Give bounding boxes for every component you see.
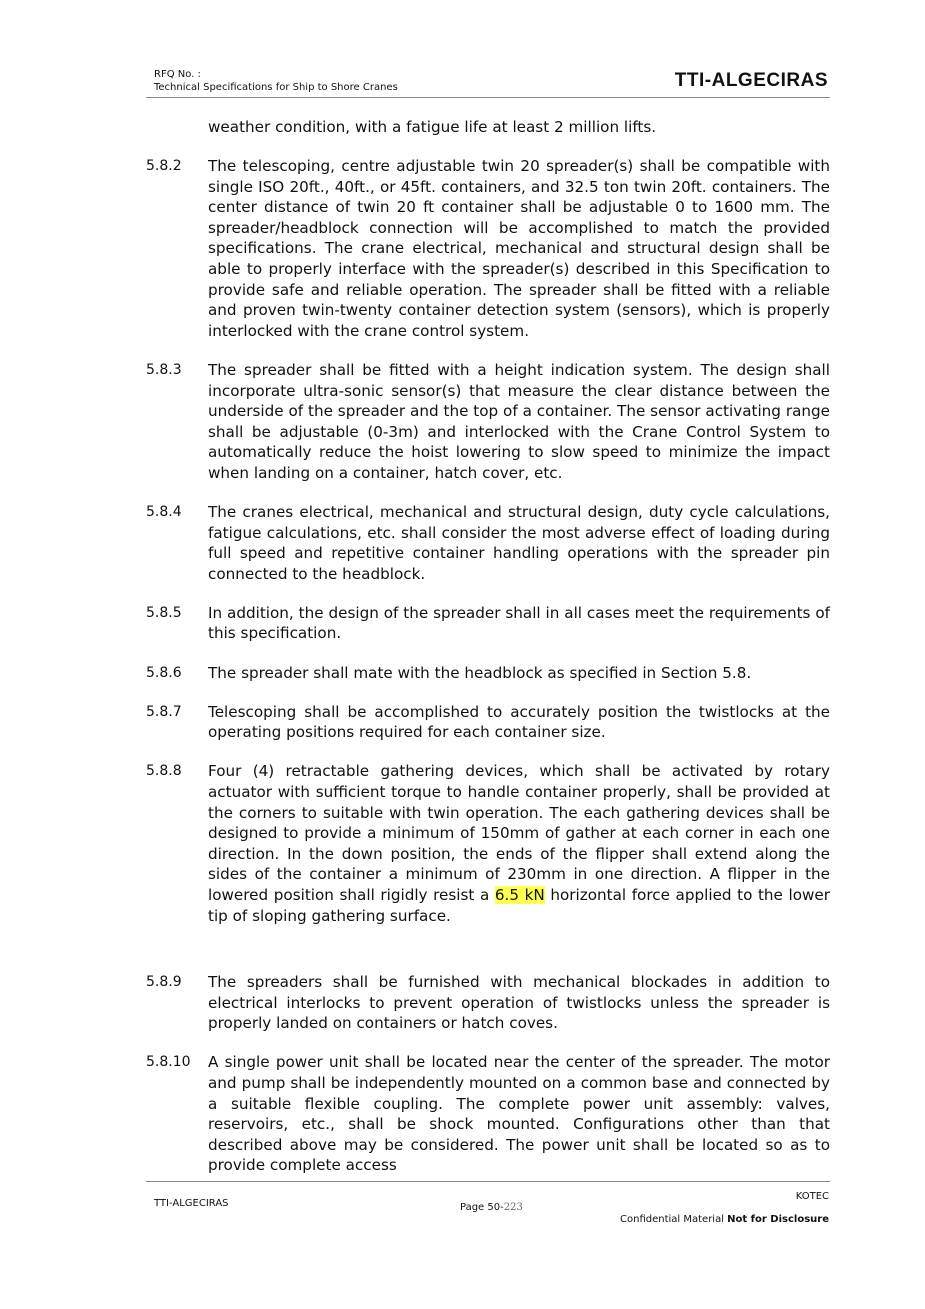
continuation-paragraph: [146, 117, 830, 138]
section-number: 5.8.10: [146, 1054, 191, 1071]
section-number: 5.8.4: [146, 504, 182, 520]
section-5-8-5: [146, 603, 830, 644]
section-text-before: Four (4) retractable gathering devices, which shall be activated by rotary actuator with sufficient torque to handle container properly, shall be provided at the corners to suitable with twin operation. The each gathering devices shall be designed to provide a minimum of 150mm of gather at each corner in each one direction. In the down position, the ends of the flipper shall extend along the sides of the container a minimum of 230mm in one direction. A flipper in the lowered position shall rigidly resist a: [208, 762, 830, 904]
section-5-8-2: [146, 156, 830, 341]
document-subtitle: Technical Specifications for Ship to Shore Cranes: [154, 82, 398, 93]
confidential-label: Confidential Material: [620, 1214, 724, 1225]
section-5-8-6: [146, 663, 830, 684]
footer-company: KOTEC: [795, 1191, 829, 1202]
continuation-text: weather condition, with a fatigue life at least 2 million lifts.: [208, 118, 657, 136]
section-5-8-9: [146, 972, 830, 1034]
section-5-8-8: [146, 761, 830, 926]
section-number: 5.8.8: [146, 763, 182, 780]
page-prefix: Page 50-: [460, 1202, 504, 1213]
section-number: 5.8.9: [146, 974, 182, 991]
section-5-8-3: [146, 360, 830, 484]
disclosure-label: Not for Disclosure: [727, 1214, 829, 1225]
section-number: 5.8.3: [146, 361, 182, 378]
page-total: 223: [503, 1202, 523, 1213]
section-text: The cranes electrical, mechanical and structural design, duty cycle calculations, fatigue calculations, etc. shall consider the most adverse effect of loading during full speed and repetitive container handling operations with the spreader pin connected to the headblock.: [208, 503, 830, 583]
section-number: 5.8.5: [146, 604, 182, 621]
section-5-8-7: [146, 702, 830, 743]
section-text: The spreaders shall be furnished with mechanical blockades in addition to electrical interlocks to prevent operation of twistlocks unless the spreader is properly landed on containers or hatch coves.: [208, 973, 830, 1033]
footer-left-label: TTI-ALGECIRAS: [154, 1198, 229, 1209]
section-number: 5.8.6: [146, 664, 182, 681]
section-5-8-10: [146, 1052, 830, 1176]
rfq-label: RFQ No. :: [154, 69, 201, 80]
section-text: A single power unit shall be located near the center of the spreader. The motor and pump shall be independently mounted on a common base and connected by a suitable flexible coupling. The complete power unit assembly: valves, reservoirs, etc., shall be shock mounted. Configurations other than that described above may be considered. The power unit shall be located so as to provide complete access: [208, 1053, 830, 1175]
section-text: The telescoping, centre adjustable twin 20 spreader(s) shall be compatible with single ISO 20ft., 40ft., or 45ft. containers, and 32.5 ton twin 20ft. containers. The center distance of twin 20 ft container shall be adjustable 0 to 1600 mm. The spreader/headblock connection will be accomplished to match the provided specifications. The crane electrical, mechanical and structural design shall be able to properly interface with the spreader(s) described in this Specification to provide safe and reliable operation. The spreader shall be fitted with a reliable and proven twin-twenty container detection system (sensors), which is properly interlocked with the crane control system.: [208, 157, 830, 340]
header-info: [154, 68, 398, 94]
highlighted-force-value: 6.5 kN: [494, 885, 545, 904]
section-text: The spreader shall mate with the headblock as specified in Section 5.8.: [208, 663, 752, 682]
section-number: 5.8.7: [146, 703, 182, 720]
footer-divider: [146, 1181, 830, 1182]
header-brand: TTI-ALGECIRAS: [674, 70, 828, 91]
section-text: In addition, the design of the spreader shall in all cases meet the requirements of this specification.: [208, 603, 830, 643]
page-number: [460, 1202, 523, 1213]
section-text-after: horizontal force applied to the lower tip of sloping gathering surface.: [208, 885, 831, 925]
section-text: The spreader shall be fitted with a height indication system. The design shall incorporate ultra-sonic sensor(s) that measure the clear distance between the underside of the spreader and the top of a container. The sensor activating range shall be adjustable (0-3m) and interlocked with the Crane Control System to automatically reduce the hoist lowering to slow speed to minimize the impact when landing on a container, hatch cover, etc.: [208, 360, 830, 482]
header-divider: [146, 97, 830, 98]
section-text: Telescoping shall be accomplished to accurately position the twistlocks at the operating positions required for each container size.: [208, 702, 830, 742]
document-body: [146, 117, 830, 1194]
section-5-8-4: [146, 502, 830, 584]
confidentiality-notice: [620, 1214, 829, 1225]
section-number: 5.8.2: [146, 158, 182, 175]
